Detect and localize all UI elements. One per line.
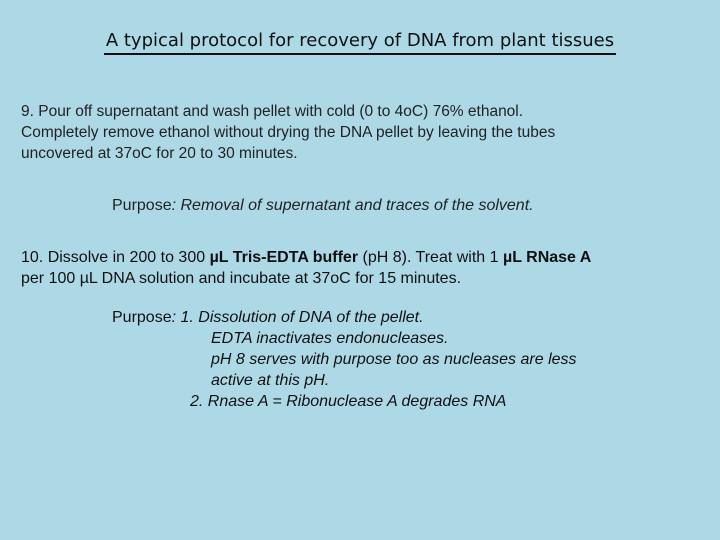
step-10-line-2: per 100 µL DNA solution and incubate at 37oC for 15 minutes.	[21, 270, 462, 287]
step-9-line-1: 9. Pour off supernatant and wash pellet with cold (0 to 4oC) 76% ethanol.	[21, 103, 524, 120]
step-10-buffer: µL Tris-EDTA buffer	[209, 249, 359, 266]
step-10-line-1	[21, 247, 711, 268]
step-10-text-a: 10. Dissolve in 200 to 300	[21, 249, 210, 266]
slide-title	[0, 30, 720, 55]
step-9-paragraph	[21, 101, 711, 164]
purpose-line-1	[112, 307, 577, 328]
slide-title-text: A typical protocol for recovery of DNA from plant tissues	[104, 30, 616, 55]
purpose-line-3: pH 8 serves with purpose too as nucleases are less	[211, 351, 577, 368]
step-10-text-b: (pH 8). Treat with 1	[358, 249, 503, 266]
step-9-purpose	[112, 195, 534, 216]
purpose-text: : Removal of supernatant and traces of the solvent.	[171, 197, 534, 214]
step-10-purpose	[112, 307, 577, 412]
purpose-line-5: 2. Rnase A = Ribonuclease A degrades RNA	[190, 393, 507, 410]
purpose-line-4: active at this pH.	[211, 372, 330, 389]
purpose-label: Purpose	[112, 197, 172, 214]
step-9-line-3: uncovered at 37oC for 20 to 30 minutes.	[21, 145, 298, 162]
step-10-rnase: µL RNase A	[502, 249, 592, 266]
step-9-line-2: Completely remove ethanol without drying the DNA pellet by leaving the tubes	[21, 124, 556, 141]
purpose-line-1-text: : 1. Dissolution of DNA of the pellet.	[171, 309, 424, 326]
purpose-line-2: EDTA inactivates endonucleases.	[211, 330, 449, 347]
step-10-paragraph	[21, 247, 711, 289]
purpose-label: Purpose	[112, 309, 172, 326]
